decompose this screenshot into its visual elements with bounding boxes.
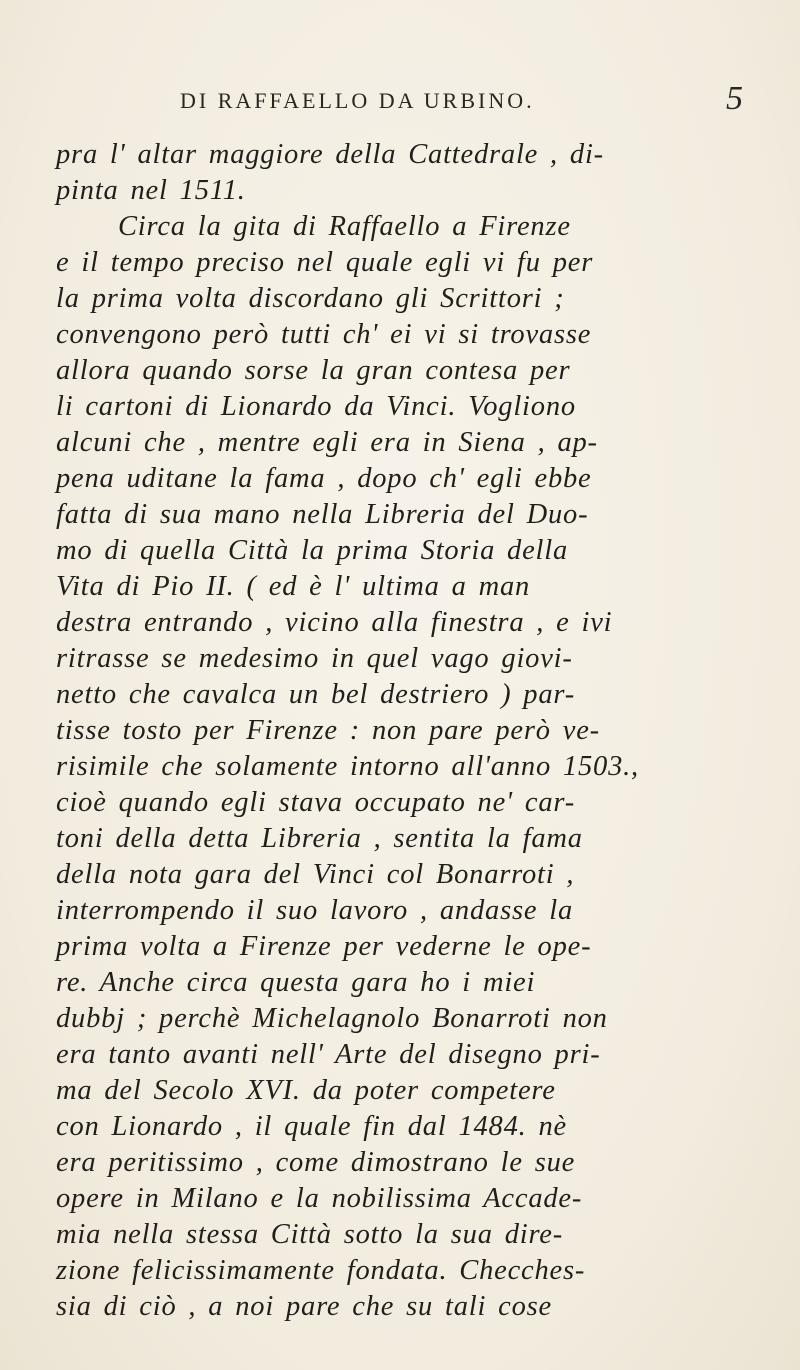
text-line: opere in Milano e la nobilissima Accade- — [56, 1183, 583, 1214]
text-line: pinta nel 1511. — [56, 175, 246, 206]
text-line: risimile che solamente intorno all'anno 1503., — [56, 751, 639, 782]
running-title: DI RAFFAELLO DA URBINO. — [180, 88, 535, 113]
text-line: ritrasse se medesimo in quel vago giovi- — [56, 643, 573, 674]
text-line: era tanto avanti nell' Arte del disegno pri- — [56, 1039, 601, 1070]
paragraph-start-line: Circa la gita di Raffaello a Firenze — [118, 211, 571, 242]
text-line: mia nella stessa Città sotto la sua dire- — [56, 1219, 564, 1250]
text-line: destra entrando , vicino alla finestra , e ivi — [56, 607, 613, 638]
text-line: fatta di sua mano nella Libreria del Duo- — [56, 499, 589, 530]
text-line: zione felicissimamente fondata. Checches- — [56, 1255, 586, 1286]
text-line: dubbj ; perchè Michelagnolo Bonarroti non — [56, 1003, 608, 1034]
text-line: sia di ciò , a noi pare che su tali cose — [56, 1291, 553, 1322]
body-text — [56, 137, 764, 1325]
text-line: allora quando sorse la gran contesa per — [56, 355, 571, 386]
text-line: toni della detta Libreria , sentita la fama — [56, 823, 583, 854]
text-line: netto che cavalca un bel destriero ) par- — [56, 679, 575, 710]
text-line: la prima volta discordano gli Scrittori ; — [56, 283, 565, 314]
text-line: con Lionardo , il quale fin dal 1484. nè — [56, 1111, 568, 1142]
text-line: pena uditane la fama , dopo ch' egli ebbe — [56, 463, 592, 494]
text-line: re. Anche circa questa gara ho i miei — [56, 967, 536, 998]
text-line: mo di quella Città la prima Storia della — [56, 535, 569, 566]
text-line: cioè quando egli stava occupato ne' car- — [56, 787, 575, 818]
text-line: interrompendo il suo lavoro , andasse la — [56, 895, 573, 926]
running-head — [0, 80, 800, 128]
text-line: era peritissimo , come dimostrano le sue — [56, 1147, 576, 1178]
text-line: prima volta a Firenze per vederne le ope- — [56, 931, 592, 962]
page-number: 5 — [726, 80, 743, 117]
text-line: della nota gara del Vinci col Bonarroti , — [56, 859, 575, 890]
text-line: e il tempo preciso nel quale egli vi fu per — [56, 247, 594, 278]
text-line: ma del Secolo XVI. da poter competere — [56, 1075, 556, 1106]
text-line: convengono però tutti ch' ei vi si trovasse — [56, 319, 592, 350]
text-line: pra l' altar maggiore della Cattedrale , di- — [56, 139, 604, 170]
text-line: tisse tosto per Firenze : non pare però ve- — [56, 715, 600, 746]
text-line: alcuni che , mentre egli era in Siena , ap- — [56, 427, 598, 458]
text-line: li cartoni di Lionardo da Vinci. Vogliono — [56, 391, 576, 422]
text-line: Vita di Pio II. ( ed è l' ultima a man — [56, 571, 531, 602]
